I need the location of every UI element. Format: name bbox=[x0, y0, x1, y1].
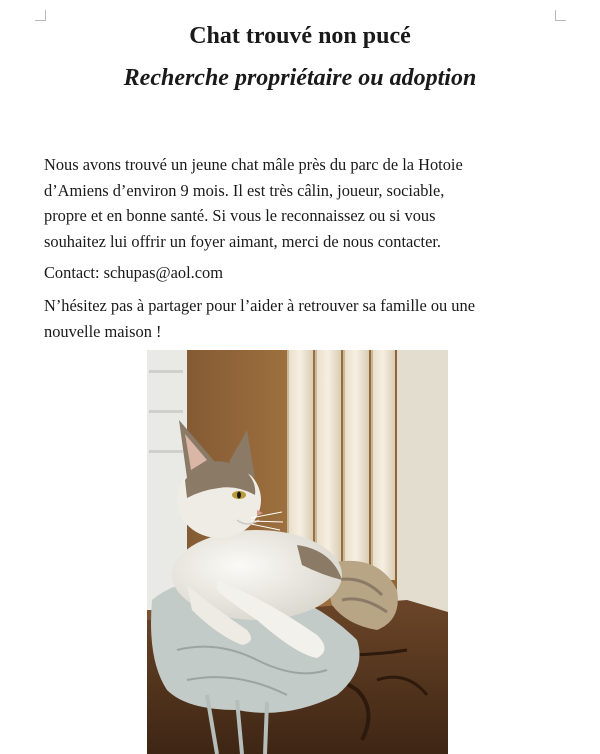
page-title: Chat trouvé non pucé bbox=[189, 23, 411, 49]
text-line: d’Amiens d’environ 9 mois. Il est très câlin, joueur, sociable, bbox=[44, 180, 445, 200]
text-line: propre et en bonne santé. Si vous le reconnaissez ou si vous bbox=[44, 206, 436, 225]
cat-photo-illustration bbox=[147, 350, 448, 754]
share-paragraph bbox=[44, 293, 564, 344]
text-line: Nous avons trouvé un jeune chat mâle près du parc de la Hotoie bbox=[44, 155, 463, 174]
cat-photo bbox=[147, 350, 448, 754]
contact-line: Contact: schupas@aol.com bbox=[44, 263, 223, 282]
page-subtitle: Recherche propriétaire ou adoption bbox=[123, 65, 477, 91]
contact-paragraph bbox=[44, 260, 564, 286]
text-line: N’hésitez pas à partager pour l’aider à retrouver sa famille ou une bbox=[44, 296, 475, 315]
text-line: nouvelle maison ! bbox=[44, 321, 162, 341]
text-line: souhaitez lui offrir un foyer aimant, merci de nous contacter. bbox=[44, 231, 442, 251]
description-paragraph bbox=[44, 152, 564, 254]
